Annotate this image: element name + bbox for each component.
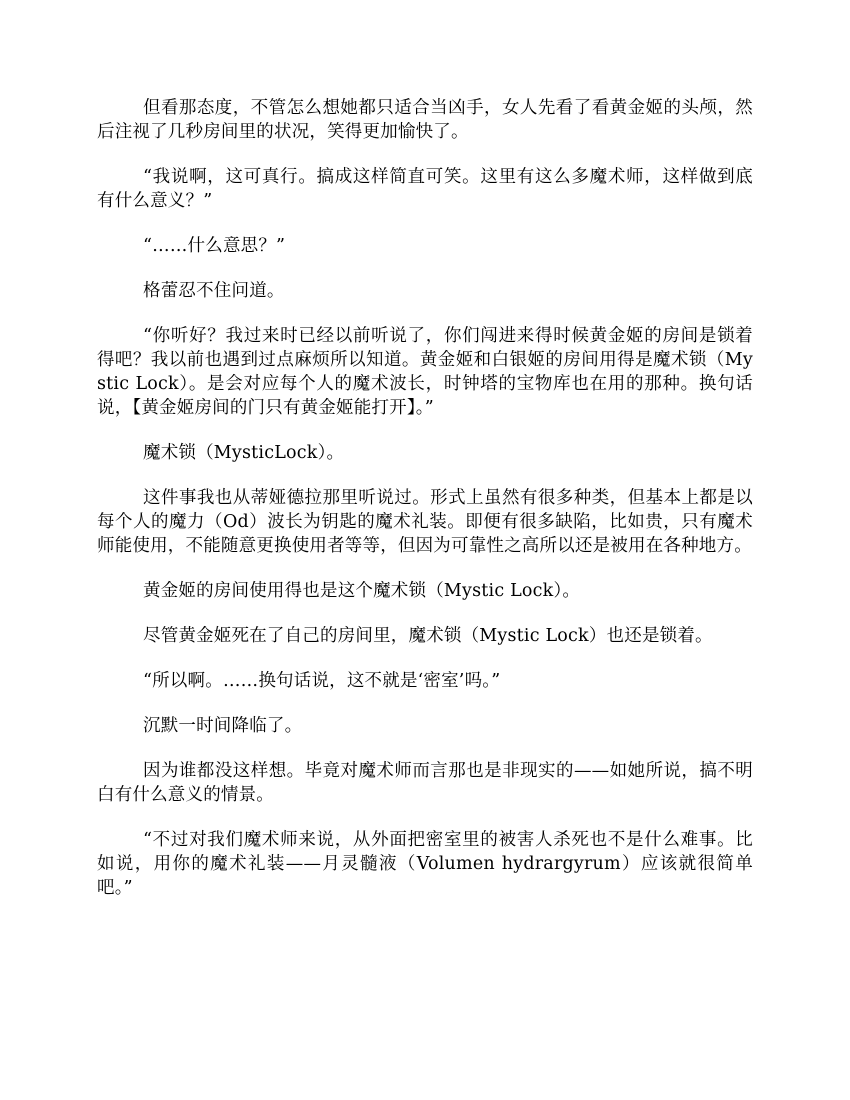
paragraph: 格蕾忍不住问道。 xyxy=(143,281,285,301)
paragraph: 尽管黄金姬死在了自己的房间里，魔术锁（Mystic Lock）也还是锁着。 xyxy=(143,626,713,646)
paragraph: 魔术锁（MysticLock）。 xyxy=(143,443,345,463)
paragraph: “我说啊，这可真行。搞成这样简直可笑。这里有这么多魔术师，这样做到底有什么意义？” xyxy=(97,167,753,211)
paragraph: 这件事我也从蒂娅德拉那里听说过。形式上虽然有很多种类，但基本上都是以每个人的魔力（Od）波长为钥匙的魔术礼装。即便有很多缺陷，比如贵，只有魔术师能使用，不能随意更换使用者等等，但因为可靠性之高所以还是被用在各种地方。 xyxy=(97,488,753,556)
paragraph: 因为谁都没这样想。毕竟对魔术师而言那也是非现实的——如她所说，搞不明白有什么意义的情景。 xyxy=(97,761,753,805)
paragraph: 黄金姬的房间使用得也是这个魔术锁（Mystic Lock）。 xyxy=(143,581,581,601)
paragraph: “不过对我们魔术师来说，从外面把密室里的被害人杀死也不是什么难事。比如说，用你的魔术礼装——月灵髓液（Volumen hydrargyrum）应该就很简单吧。” xyxy=(97,830,753,898)
paragraph: 沉默一时间降临了。 xyxy=(143,716,303,736)
document-page xyxy=(97,96,753,921)
paragraph: “你听好？我过来时已经以前听说了，你们闯进来得时候黄金姬的房间是锁着得吧？我以前也遇到过点麻烦所以知道。黄金姬和白银姬的房间用得是魔术锁（Mystic Lock）。是会对应每个人的魔术波长，时钟塔的宝物库也在用的那种。换句话说，【黄金姬房间的门只有黄金姬能打开】。” xyxy=(97,326,753,418)
paragraph: “所以啊。……换句话说，这不就是‘密室’吗。” xyxy=(143,671,501,691)
paragraph: 但看那态度，不管怎么想她都只适合当凶手，女人先看了看黄金姬的头颅，然后注视了几秒房间里的状况，笑得更加愉快了。 xyxy=(97,98,753,142)
paragraph: “……什么意思？” xyxy=(143,236,286,256)
